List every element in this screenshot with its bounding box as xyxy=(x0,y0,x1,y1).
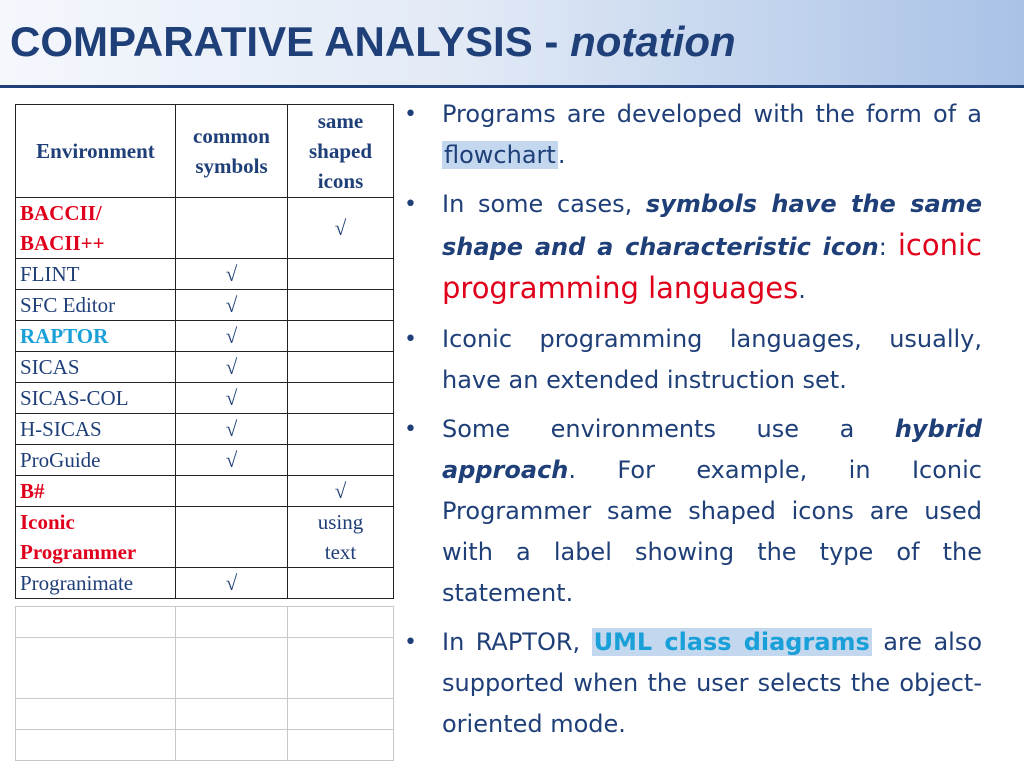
keyword-iconic-programming-languages: iconic programming languages xyxy=(442,228,983,305)
table-row xyxy=(16,414,394,445)
bullet-dot-icon: • xyxy=(404,102,417,127)
bullet-list xyxy=(400,94,982,753)
same-cell xyxy=(288,321,394,352)
table-row xyxy=(16,259,394,290)
title-bar xyxy=(0,0,1024,88)
env-name: ProGuide xyxy=(16,445,176,476)
same-cell xyxy=(288,259,394,290)
table-row xyxy=(16,476,394,507)
bullet-dot-icon: • xyxy=(404,630,417,655)
env-name: H-SICAS xyxy=(16,414,176,445)
empty-table-grid xyxy=(15,606,394,761)
same-cell xyxy=(288,414,394,445)
table-row xyxy=(16,352,394,383)
emphasis-hybrid-approach: hybrid approach xyxy=(442,415,982,484)
keyword-flowchart: flowchart xyxy=(444,141,556,169)
bullet-dot-icon: • xyxy=(404,327,417,352)
common-cell xyxy=(176,507,288,568)
environment-table xyxy=(15,104,394,599)
title-italic: notation xyxy=(570,18,736,65)
common-cell xyxy=(176,198,288,259)
same-cell: using text xyxy=(288,507,394,568)
table-header-row xyxy=(16,105,394,198)
emphasis-symbols: symbols have the same shape and a characteristic icon xyxy=(442,190,982,261)
bullet-dot-icon: • xyxy=(404,192,417,217)
env-name: RAPTOR xyxy=(16,321,176,352)
env-name: SICAS xyxy=(16,352,176,383)
common-cell: √ xyxy=(176,414,288,445)
table-row xyxy=(16,321,394,352)
common-cell: √ xyxy=(176,290,288,321)
header-environment: Environment xyxy=(16,105,176,198)
same-cell xyxy=(288,445,394,476)
header-common-symbols: common symbols xyxy=(176,105,288,198)
common-cell: √ xyxy=(176,259,288,290)
table-row xyxy=(16,198,394,259)
keyword-uml-class-diagrams: UML class diagrams xyxy=(593,628,870,656)
bullet-1: • Programs are developed with the form of a flowchart. xyxy=(400,94,982,176)
same-cell: √ xyxy=(288,476,394,507)
slide-title xyxy=(10,18,736,66)
same-cell xyxy=(288,383,394,414)
table-row xyxy=(16,445,394,476)
env-name: Iconic Programmer xyxy=(16,507,176,568)
table-row xyxy=(16,290,394,321)
table-row xyxy=(16,507,394,568)
env-name: B# xyxy=(16,476,176,507)
same-cell xyxy=(288,568,394,599)
same-cell: √ xyxy=(288,198,394,259)
env-name: BACCII/ BACII++ xyxy=(16,198,176,259)
same-cell xyxy=(288,290,394,321)
bullet-3: • Iconic programming languages, usually, have an extended instruction set. xyxy=(400,319,982,401)
same-cell xyxy=(288,352,394,383)
title-main: COMPARATIVE ANALYSIS - xyxy=(10,18,571,65)
bullet-4: • Some environments use a hybrid approach. For example, in Iconic Programmer same shaped icons are used with a label showing the type of the statement. xyxy=(400,409,982,614)
table-row xyxy=(16,383,394,414)
common-cell: √ xyxy=(176,445,288,476)
common-cell: √ xyxy=(176,383,288,414)
env-name: Progranimate xyxy=(16,568,176,599)
env-name: SFC Editor xyxy=(16,290,176,321)
env-name: SICAS-COL xyxy=(16,383,176,414)
bullet-5: • In RAPTOR, UML class diagrams are also supported when the user selects the object-oriented mode. xyxy=(400,622,982,745)
common-cell: √ xyxy=(176,321,288,352)
common-cell: √ xyxy=(176,352,288,383)
bullet-2: • In some cases, symbols have the same shape and a characteristic icon: iconic programming languages. xyxy=(400,184,982,311)
common-cell: √ xyxy=(176,568,288,599)
header-same-shaped-icons: same shaped icons xyxy=(288,105,394,198)
bullet-dot-icon: • xyxy=(404,417,417,442)
common-cell xyxy=(176,476,288,507)
env-name: FLINT xyxy=(16,259,176,290)
table-row xyxy=(16,568,394,599)
